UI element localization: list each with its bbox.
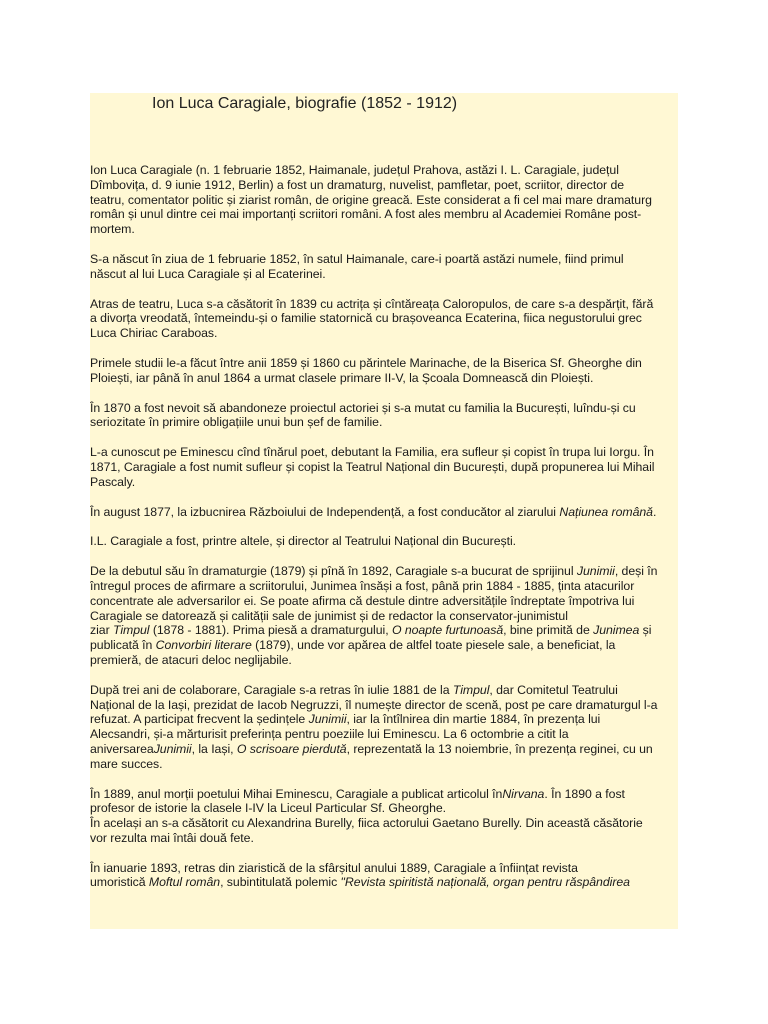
text-run: (1879), unde vor apărea de altfel toate piesele sale, a beneficiat, la [251,638,616,653]
text-run: profesor de istorie la clasele I-IV la Liceul Particular Sf. Gheorghe. [90,801,447,816]
text-line [90,445,678,460]
text-run: , iar la întîlnirea din martie 1884, în prezența lui [346,712,601,727]
text-run: Atras de teatru, Luca s-a căsătorit în 1839 cu actrița și cîntăreața Caloropulos, de care s-a despărțit, fără [90,296,654,311]
italic-text-run: Convorbiri literare [155,638,252,653]
text-run: Luca Chiriac Caraboas. [90,326,218,341]
text-run: și [639,623,652,638]
text-line [90,579,678,594]
text-run: mortem. [90,222,135,237]
paragraph [90,356,678,386]
text-line [90,727,678,742]
text-line [90,505,678,520]
italic-text-run: O scrisoare pierdută [236,741,347,756]
italic-text-run: Junimea [593,623,640,638]
paragraph [90,861,678,891]
text-line [90,623,678,638]
text-line [90,683,678,698]
text-run: L-a cunoscut pe Eminescu cînd tînărul poet, debutant la Familia, era sufleur și copist în trupa lui Iorgu. În [90,445,654,460]
paragraph [90,401,678,431]
text-line [90,297,678,312]
text-run: Alecsandri, și-a mărturisit preferința pentru poeziile lui Eminescu. La 6 octombrie a citit la [90,727,569,742]
text-run: . [652,504,657,519]
paragraph [90,564,678,668]
text-run: Primele studii le-a făcut între anii 1859 și 1860 cu părintele Marinache, de la Biserica Sf. Gheorghe din [90,355,642,370]
text-line [90,787,678,802]
text-line [90,415,678,430]
text-line [90,460,678,475]
text-run: premieră, de atacuri deloc neglijabile. [90,652,292,667]
text-run: 1871, Caragiale a fost numit sufleur și copist la Teatrul Național din București, după propunerea lui Mihail [90,459,655,474]
text-run: aniversarea [90,741,154,756]
text-run: Caragiale se datorează și calității sale de junimist și de redactor la conservator-junimistul [90,608,568,623]
text-line [90,163,678,178]
text-run: Ion Luca Caragiale (n. 1 februarie 1852, Haimanale, județul Prahova, astăzi I. L. Caragiale, județul [90,163,619,177]
text-line [90,875,678,890]
text-run: refuzat. A participat frecvent la ședințele [90,712,309,727]
text-run: teatru, comentator politic și ziarist român, de origine greacă. Este considerat a fi cel mai mare dramaturg [90,192,652,207]
text-run: În august 1877, la izbucnirea Războiului de Independență, a fost conducător al ziarului [90,504,560,519]
text-run: Național de la Iași, prezidat de Iacob Negruzzi, îl numește director de scenă, post pe care dramaturgul l-a [90,697,658,712]
text-run: În 1889, anul morții poetului Mihai Eminescu, Caragiale a publicat articolul în [90,786,503,801]
text-run: român și unul dintre cei mai importanți scriitori români. A fost ales membru al Academiei Române post- [90,207,642,222]
text-line [90,311,678,326]
text-run: (1878 - 1881). Prima piesă a dramaturgului, [149,623,392,638]
text-line [90,371,678,386]
text-line [90,564,678,579]
text-run: seriozitate în primire obligațiile unui bun șef de familie. [90,415,383,430]
paragraph [90,683,678,772]
text-run: , dar Comitetul Teatrului [489,682,618,697]
text-run: , reprezentată la 13 noiembrie, în prezența reginei, cu un [346,741,653,756]
text-line [90,193,678,208]
document-body [90,163,678,905]
italic-text-run: Nirvana [502,786,545,801]
paragraph [90,163,678,237]
paragraph [90,505,678,520]
text-line [90,653,678,668]
text-run: , la Iași, [191,741,237,756]
document-title: Ion Luca Caragiale, biografie (1852 - 1912) [152,95,458,112]
paragraph [90,445,678,489]
text-run: concentrate ale adversarilor ei. Se poate afirma că destule dintre adversitățile îndreptate împotriva lui [90,593,635,608]
text-line [90,356,678,371]
text-run: . În 1890 a fost [544,786,625,801]
text-run: , subintitulată polemic [220,875,341,890]
text-run: întregul proces de afirmare a scriitorului, Junimea însăși a fost, până prin 1884 - 1885, ținta atacurilor [90,578,635,593]
text-run: umoristică [90,875,149,890]
text-line [90,267,678,282]
text-line [90,698,678,713]
paragraph [90,534,678,549]
text-run: ziar [90,623,113,638]
text-run: După trei ani de colaborare, Caragiale s-a retras în iulie 1881 de la [90,682,453,697]
text-run: , bine primită de [503,623,594,638]
text-line [90,609,678,624]
text-line [90,594,678,609]
text-line [90,816,678,831]
italic-text-run: Timpul [452,682,490,697]
text-run: În 1870 a fost nevoit să abandoneze proiectul actoriei și s-a mutat cu familia la București, luîndu-și cu [90,400,636,415]
text-run: Ploiești, iar până în anul 1864 a urmat clasele primare II-V, la Școala Domnească din Ploiești. [90,370,594,385]
italic-text-run: Junimii [308,712,347,727]
paragraph [90,787,678,846]
text-line [90,207,678,222]
text-run: I.L. Caragiale a fost, printre altele, și director al Teatrului Național din București. [90,534,517,549]
text-run: Dîmbovița, d. 9 iunie 1912, Berlin) a fost un dramaturg, nuvelist, pamfletar, poet, scriitor, director de [90,177,625,192]
text-run: , deși în [614,564,658,579]
text-run: vor rezulta mai întâi două fete. [90,830,254,845]
italic-text-run: "Revista spiritistă națională, organ pentru răspândirea [340,875,630,890]
document-page [90,93,678,929]
italic-text-run: Junimii [576,564,615,579]
text-line [90,742,678,757]
text-run: S-a născut în ziua de 1 februarie 1852, în satul Haimanale, care-i poartă astăzi numele, fiind primul [90,251,624,266]
text-line [90,801,678,816]
text-line [90,831,678,846]
italic-text-run: O noapte furtunoasă [391,623,504,638]
text-run: Pascaly. [90,474,136,489]
paragraph [90,297,678,341]
paragraph [90,252,678,282]
text-run: În ianuarie 1893, retras din ziaristică de la sfârșitul anului 1889, Caragiale a înființat revista [90,860,578,875]
text-line [90,861,678,876]
italic-text-run: Moftul român [148,875,221,890]
text-line [90,252,678,267]
text-line [90,534,678,549]
text-line [90,326,678,341]
text-line [90,222,678,237]
text-run: De la debutul său în dramaturgie (1879) și pînă în 1892, Caragiale s-a bucurat de sprijinul [90,564,577,579]
text-run: născut al lui Luca Caragiale și al Ecaterinei. [90,266,326,281]
text-line [90,638,678,653]
italic-text-run: Națiunea română [559,504,653,519]
text-run: mare succes. [90,756,163,771]
text-run: În același an s-a căsătorit cu Alexandrina Burelly, fiica actorului Gaetano Burelly. Din această căsătorie [90,816,643,831]
text-line [90,757,678,772]
italic-text-run: Junimii [153,741,192,756]
text-run: a divorța vreodată, întemeindu-și o familie statornică cu brașoveanca Ecaterina, fiica negustorului grec [90,311,642,326]
italic-text-run: Timpul [112,623,150,638]
text-line [90,401,678,416]
text-line [90,712,678,727]
text-run: publicată în [90,638,156,653]
text-line [90,178,678,193]
text-line [90,475,678,490]
